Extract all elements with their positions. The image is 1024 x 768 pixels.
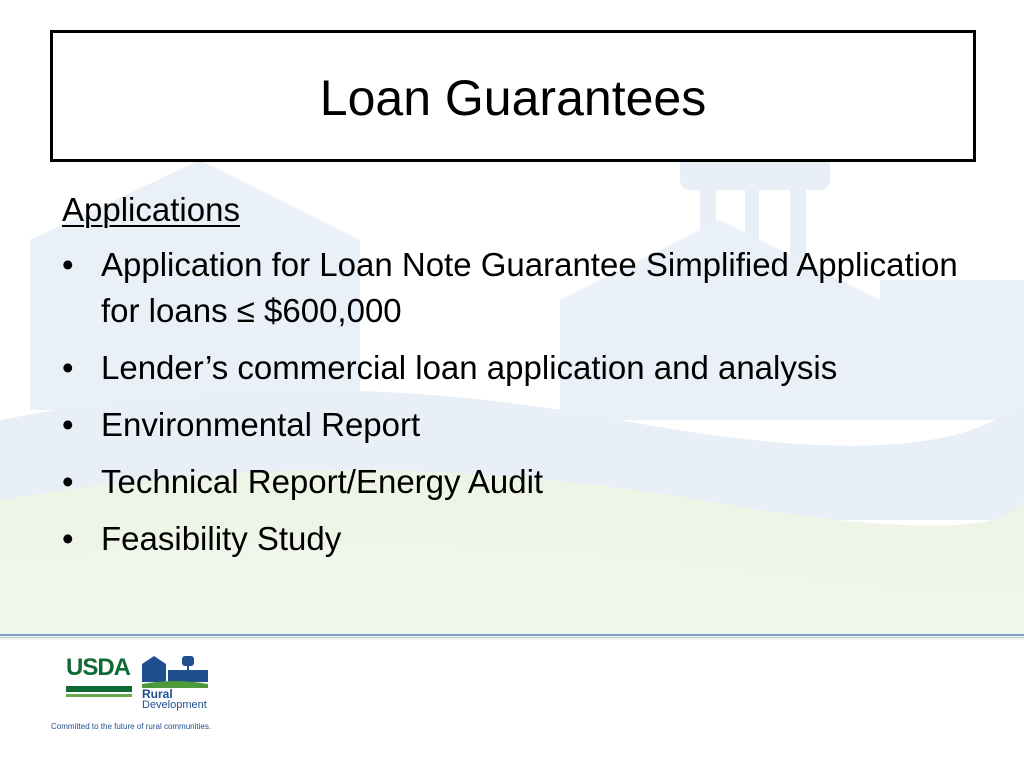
rural-development-icon bbox=[142, 654, 208, 688]
section-heading: Applications bbox=[62, 191, 240, 228]
logo-rural-text: Rural bbox=[142, 687, 173, 701]
bullet-text: Environmental Report bbox=[101, 406, 421, 443]
bullet-marker: • bbox=[62, 349, 74, 386]
bullet-item bbox=[62, 402, 962, 448]
bullet-marker: • bbox=[62, 406, 74, 443]
bullet-item bbox=[62, 242, 962, 334]
logo-development-text: Development bbox=[142, 699, 207, 711]
bullet-text: Feasibility Study bbox=[101, 520, 342, 557]
bullet-marker: • bbox=[62, 463, 74, 500]
bullet-marker: • bbox=[62, 520, 74, 557]
usda-wordmark: USDA bbox=[66, 654, 131, 681]
bullet-item bbox=[62, 516, 962, 562]
slide-title: Loan Guarantees bbox=[319, 70, 707, 126]
bullet-item bbox=[62, 459, 962, 505]
bullet-text: Application for Loan Note Guarantee Simplified Application for loans ≤ $600,000 bbox=[101, 246, 958, 329]
usda-logo-bar bbox=[66, 686, 132, 692]
bullet-list bbox=[62, 242, 962, 562]
usda-logo-stripe bbox=[66, 694, 132, 697]
slide-content bbox=[62, 188, 962, 562]
bullet-text: Lender’s commercial loan application and analysis bbox=[101, 349, 838, 386]
title-box bbox=[50, 30, 976, 162]
usda-rural-development-logo bbox=[66, 654, 216, 714]
bullet-text: Technical Report/Energy Audit bbox=[101, 463, 544, 500]
bullet-item bbox=[62, 345, 962, 391]
footer-tagline: Committed to the future of rural communities. bbox=[51, 722, 212, 731]
bullet-marker: • bbox=[62, 246, 74, 283]
